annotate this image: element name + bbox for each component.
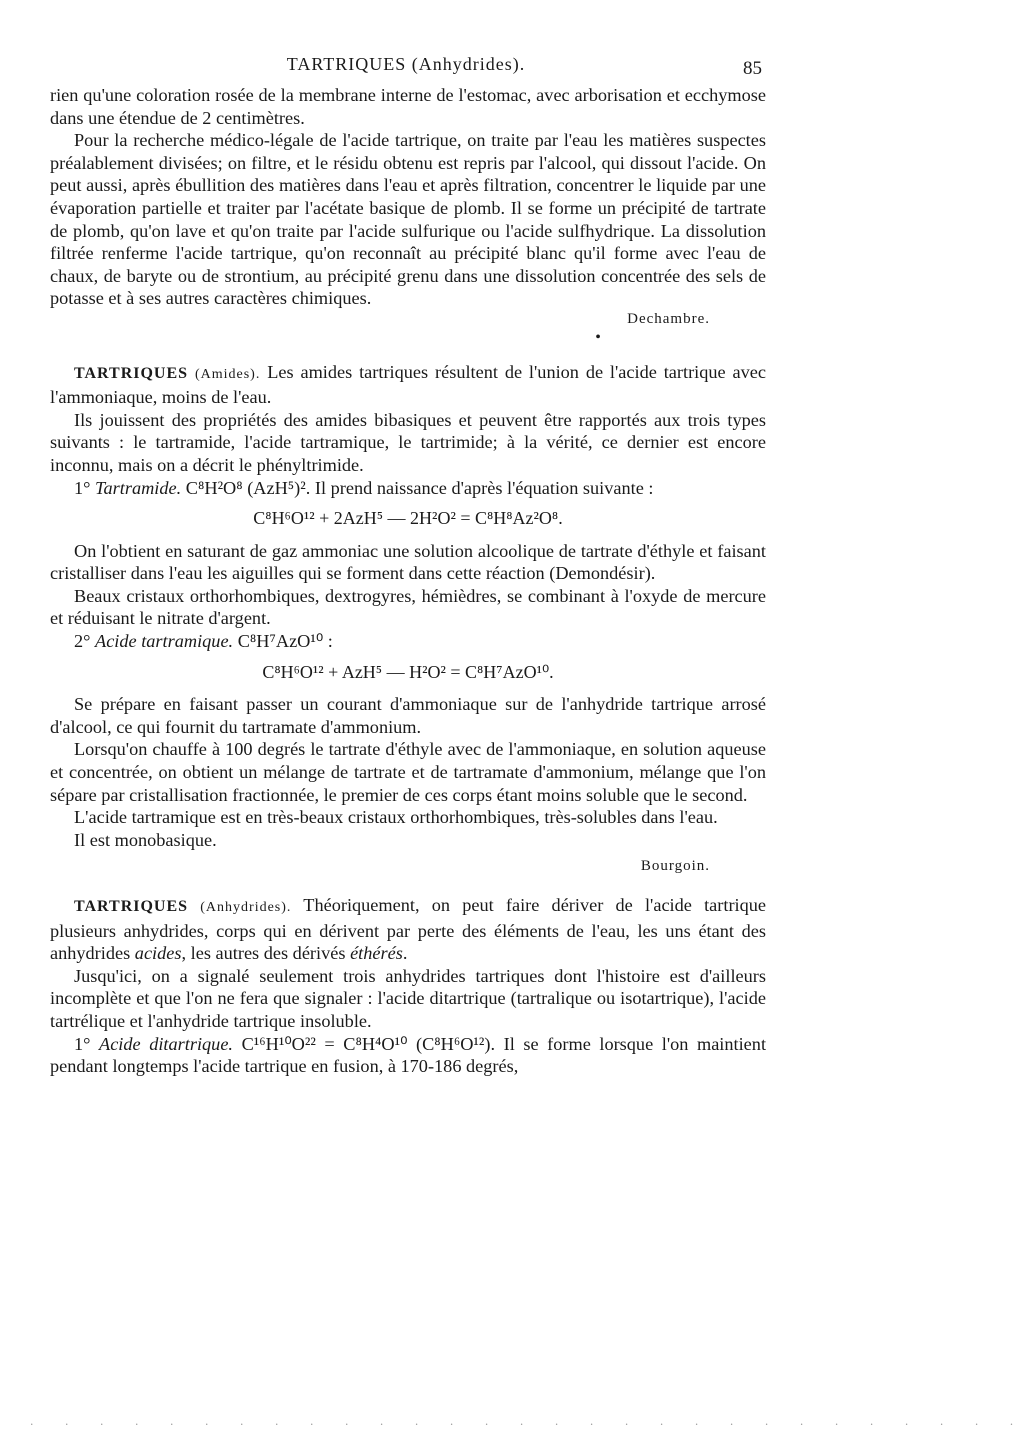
item-name: Tartramide. — [95, 477, 182, 498]
paragraph: Beaux cristaux orthorhombiques, dextrogyres, hémièdres, se combinant à l'oxyde de mercure et réduisant le nitrate d'argent. — [50, 585, 766, 629]
entry-heading: TARTRIQUES — [74, 898, 189, 915]
entry-subheading: (Anhydrides). — [200, 900, 292, 915]
equation: C⁸H⁶O¹² + 2AzH⁵ — 2H²O² = C⁸H⁸Az²O⁸. — [253, 508, 563, 529]
entry-heading: TARTRIQUES — [74, 364, 189, 382]
paragraph: Ils jouissent des propriétés des amides bibasiques et peuvent être rapportés aux trois types suivants : le tartramide, l'acide tartramique, le tartrimide; à la vérité, ce dernier est encore inconnu, mais on a décrit le phényltrimide. — [50, 409, 766, 475]
page-body — [50, 84, 766, 1078]
paragraph: Lorsqu'on chauffe à 100 degrés le tartrate d'éthyle avec de l'ammoniaque, en solution aqueuse et concentrée, on obtient un mélange de tartrate et de tartramate d'ammonium, mélange que l'on sépare par cristallisation fractionnée, le premier de ces corps étant moins soluble que le second. — [50, 739, 766, 805]
item-name: Acide tartramique. — [95, 631, 234, 652]
item-text: Il se forme lorsque l'on maintient pendant longtemps l'acide tartrique en fusion, à 170-186 degrés, — [50, 1033, 767, 1077]
emphasis: acides — [134, 943, 182, 964]
paragraph: L'acide tartramique est en très-beaux cristaux orthorhombiques, très-solubles dans l'eau. — [74, 807, 718, 828]
emphasis: éthérés — [350, 943, 403, 964]
item-number: 2° — [74, 631, 91, 652]
signature: Dechambre. — [627, 310, 710, 327]
entry-text: . — [402, 943, 408, 964]
section-anhydrides — [50, 894, 766, 965]
paragraph: Se prépare en faisant passer un courant d'ammoniaque sur de l'anhydride tartrique arrosé d'alcool, ce qui fournit du tartramate d'ammonium. — [50, 694, 766, 737]
paragraph — [50, 477, 766, 500]
running-head: TARTRIQUES (Anhydrides). — [286, 54, 526, 74]
item-name: Acide ditartrique. — [99, 1033, 234, 1054]
entry-text: Les amides tartriques résultent de l'union de l'acide tartrique avec l'ammoniaque, moins de l'eau. — [50, 361, 766, 408]
page-header — [50, 54, 762, 82]
item-number: 1° — [74, 477, 91, 498]
paragraph: Pour la recherche médico-légale de l'acide tartrique, on traite par l'eau les matières suspectes préalablement divisées; on filtre, et le résidu obtenu est repris par l'alcool, qui dissout l'acide. On peut aussi, après ébullition des matières dans l'eau et après filtration, concentrer le liquide par une évaporation partielle et traiter par l'acétate basique de plomb. Il se forme un précipité de tartrate de plomb, qu'on lave et qu'on traite par l'acide sulfurique ou l'acide sulfhydrique. La dissolution filtrée renferme l'acide tartrique, qu'on reconnaît au précipité blanc qu'il forme avec l'eau de chaux, de baryte ou de strontium, au précipité grenu dans une dissolution concentrée des sels de potasse et à ses autres caractères chimiques. — [50, 130, 766, 309]
section-amides — [50, 361, 766, 409]
entry-subheading: (Amides). — [194, 366, 261, 382]
item-text: Il prend naissance d'après l'équation suivante : — [314, 477, 654, 498]
ornament-dot: • — [595, 328, 601, 346]
page-number: 85 — [743, 58, 762, 79]
entry-text: , les autres des dérivés — [181, 943, 346, 964]
scan-noise: · · · · · · · · · · · · · · · · · · · · · · · · · · · · · — [30, 1418, 1027, 1431]
paragraph — [50, 630, 766, 653]
paragraph: rien qu'une coloration rosée de la membrane interne de l'estomac, avec arborisation et ecchymose dans une étendue de 2 centimètres. — [50, 85, 766, 128]
paragraph: On l'obtient en saturant de gaz ammoniac une solution alcoolique de tartrate d'éthyle et faisant cristalliser dans l'eau les aiguilles qui se forment dans cette réaction (Demondésir). — [50, 540, 766, 584]
paragraph: Il est monobasique. — [74, 829, 217, 850]
paragraph — [50, 1033, 766, 1078]
equation: C⁸H⁶O¹² + AzH⁵ — H²O² = C⁸H⁷AzO¹⁰. — [262, 661, 554, 682]
paragraph: Jusqu'ici, on a signalé seulement trois anhydrides tartriques dont l'histoire est d'ailleurs incomplète et que l'on ne fera que signaler : l'acide ditartrique (tartralique ou isotartrique), l'acide tartrélique et l'anhydride tartrique insoluble. — [50, 965, 766, 1031]
entry-text: Théoriquement, on peut faire dériver de l'acide tartrique plusieurs anhydrides, corps qui en dérivent par perte des éléments de l'eau, les uns étant des anhydrides — [50, 895, 767, 964]
item-number: 1° — [74, 1033, 91, 1054]
formula: C¹⁶H¹⁰O²² = C⁸H⁴O¹⁰ (C⁸H⁶O¹²). — [241, 1033, 496, 1054]
formula: C⁸H⁷AzO¹⁰ : — [237, 631, 333, 652]
signature: Bourgoin. — [640, 858, 710, 875]
formula: C⁸H²O⁸ (AzH⁵)². — [185, 477, 311, 498]
